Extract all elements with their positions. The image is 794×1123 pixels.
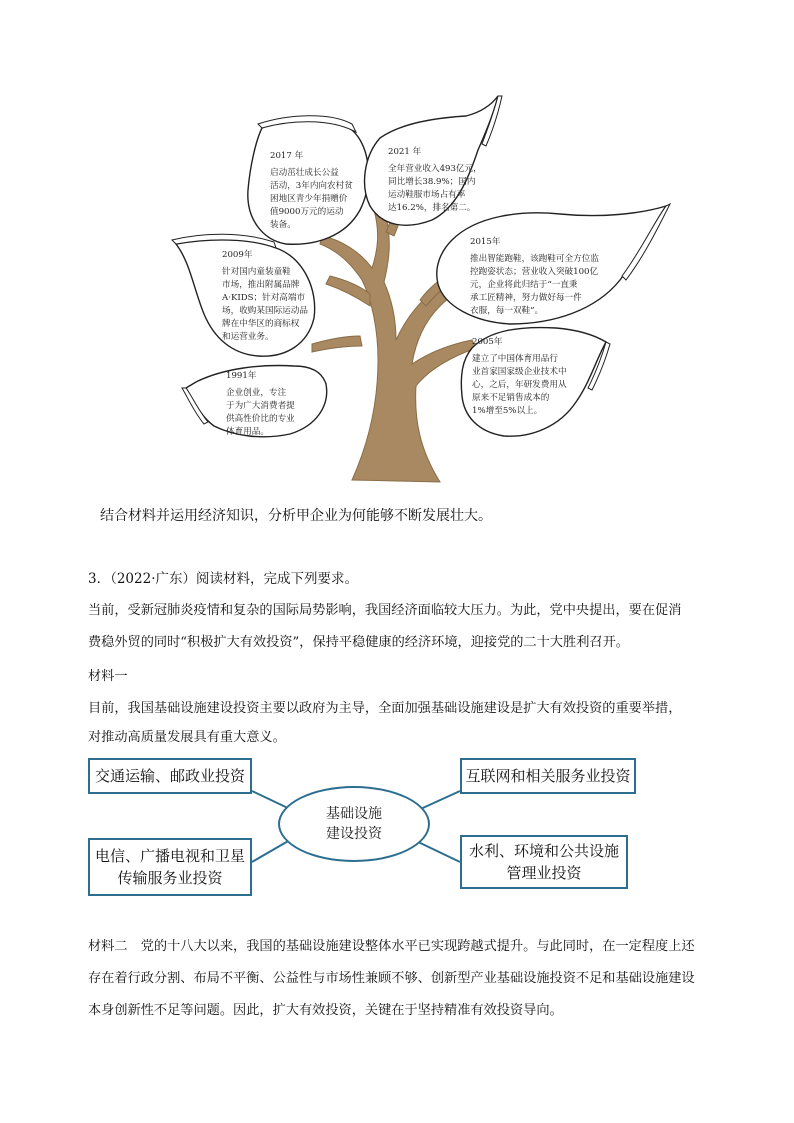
leaf-year: 1991年 [226,371,257,381]
question-text: 结合材料并运用经济知识，分析甲企业为何能够不断发展壮大。 [100,508,492,524]
q3-intro-line2: 费稳外贸的同时“积极扩大有效投资”，保持平稳健康的经济环境，迎接党的二十大胜利召开。 [88,635,629,650]
leaf-year: 2017 年 [270,151,304,161]
material1-line2: 对推动高质量发展具有重大意义。 [88,730,286,745]
q3-intro-line1: 当前，受新冠肺炎疫情和复杂的国际局势影响，我国经济面临较大压力。为此，党中央提出，要在促消 [88,603,682,618]
material2-line1: 材料二 党的十八大以来，我国的基础设施建设整体水平已实现跨越式提升。与此同时，在一定程度上还 [88,939,695,954]
leaf-body: 建立了中国体育用品行 业首家国家级企业技术中 心，之后，年研发费用从 原来不足销售成本的 1%增至5%以上。 [472,354,567,416]
leaf-body: 全年营业收入493亿元， 同比增长38.9%；国内 运动鞋服市场占有率 达16.2%，排名第二。 [388,164,482,213]
material2-line2: 存在着行政分割、布局不平衡、公益性与市场性兼顾不够、创新型产业基础设施投资不足和基础设施建设 [88,971,695,986]
center-line2: 建设投资 [326,826,382,842]
box-water-line1: 水利、环境和公共设施 [468,842,619,860]
box-transport-postal: 交通运输、邮政业投资 [88,758,252,794]
q3-header: 3．（2022·广东）阅读材料，完成下列要求。 [88,571,358,587]
box-telecom-line1: 电信、广播电视和卫星 [94,847,245,865]
leaf-body: 启动茁壮成长公益 活动，3年内向农村贫 困地区青少年捐赠价 值9000万元的运动 装备。 [270,168,353,230]
leaf-year: 2009年 [222,250,253,260]
material2-line3: 本身创新性不足等问题。因此，扩大有效投资，关键在于坚持精准有效投资导向。 [88,1003,563,1018]
leaf-year: 2015年 [470,237,501,247]
leaf-body: 针对国内童装童鞋 市场，推出附属品牌 A·KIDS；针对高端市 场，收购某国际运动品 牌在中华区的商标权 和运营业务。 [222,267,308,342]
box-telecom-broadcast [88,838,252,896]
material1-title: 材料一 [88,669,128,684]
center-line1: 基础设施 [326,806,382,822]
box-telecom-line2: 传输服务业投资 [117,869,223,887]
leaf-body: 企业创业，专注 于为广大消费者提 供高性价比的专业 体育用品。 [226,388,295,437]
leaf-year: 2005年 [472,337,503,347]
box-water-environment [460,835,628,889]
center-infrastructure-investment [278,786,430,862]
leaf-body: 推出智能跑鞋，该跑鞋可全方位监 控跑姿状态；营业收入突破100亿 元，企业将此归结于“一直秉 承工匠精神，努力做好每一件 衣服，每一双鞋”。 [470,254,599,316]
leaf-year: 2021 年 [388,147,422,157]
material1-line1: 目前，我国基础设施建设投资主要以政府为主导，全面加强基础设施建设是扩大有效投资的重要举措， [88,701,682,716]
box-internet-services: 互联网和相关服务业投资 [460,758,636,794]
box-water-line2: 管理业投资 [506,864,582,882]
